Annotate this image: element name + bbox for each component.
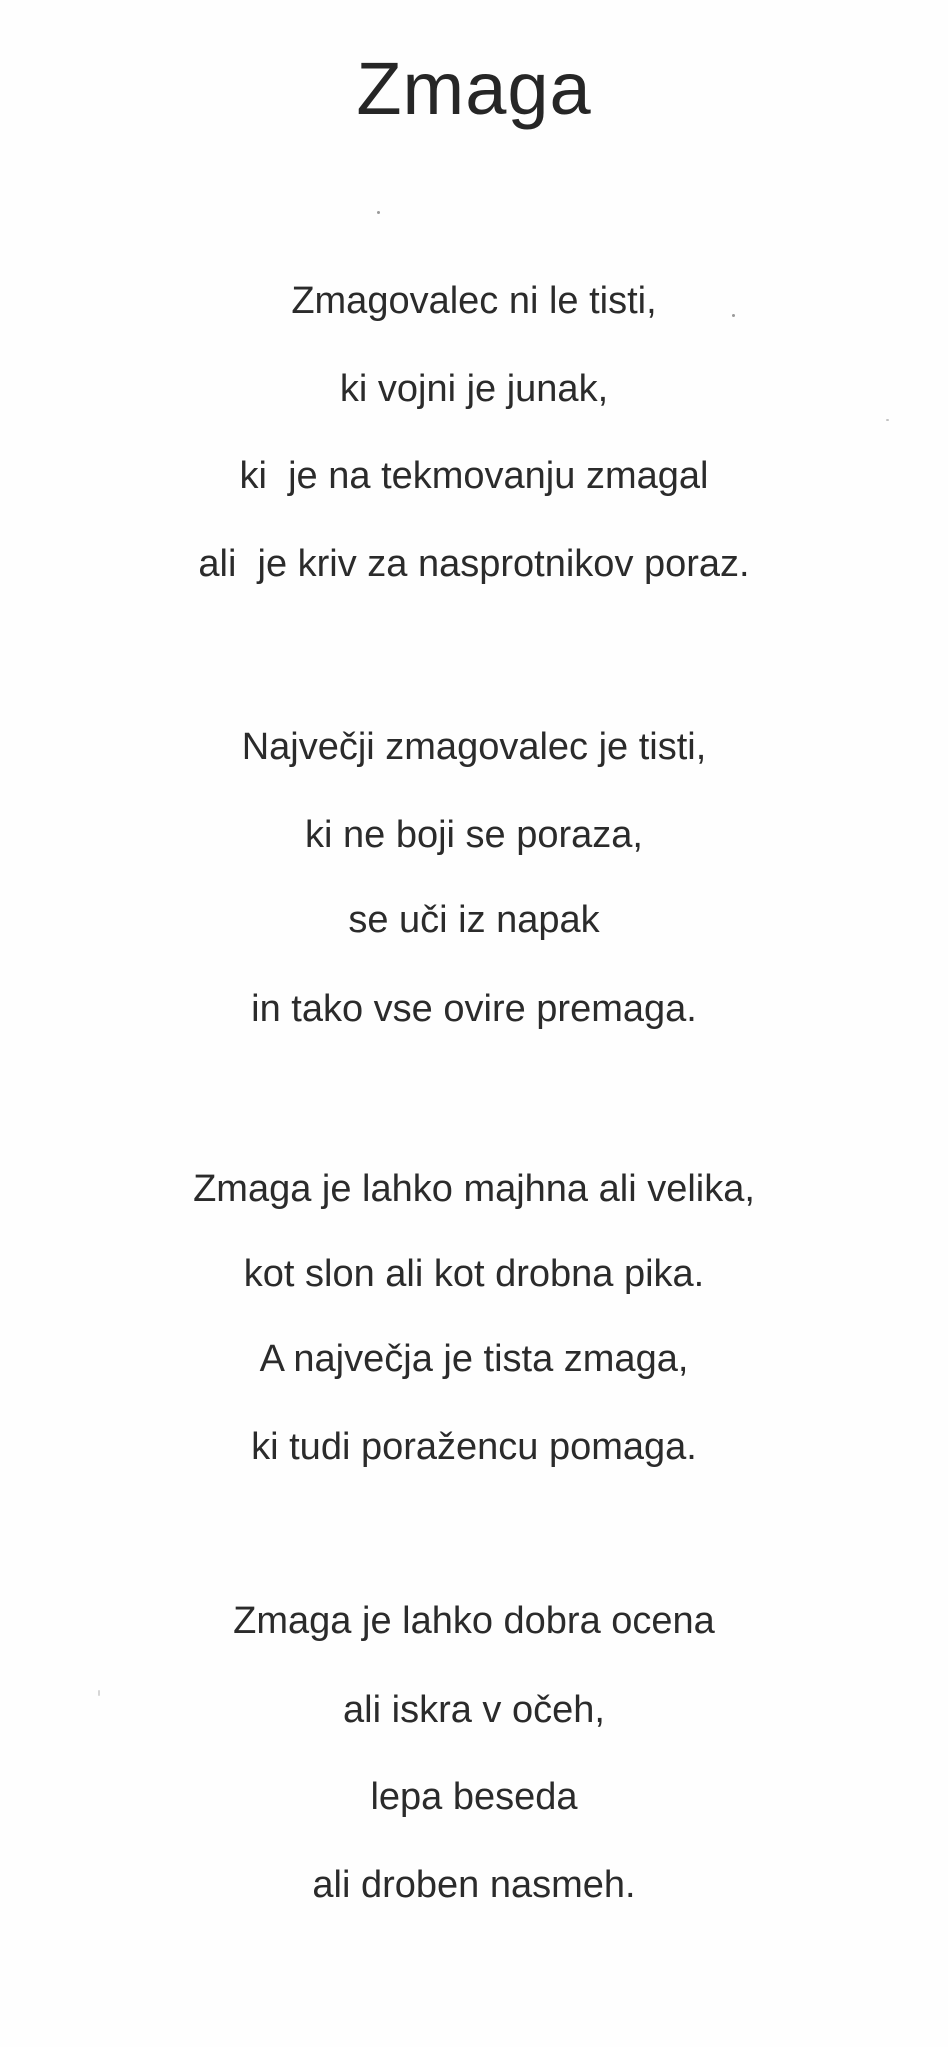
stanza-4-line-1: Zmaga je lahko dobra ocena [233, 1600, 715, 1642]
stanza-4-line-3: lepa beseda [370, 1776, 578, 1818]
poem-title: Zmaga [356, 47, 592, 130]
stanza-3-line-3: A največja je tista zmaga, [259, 1338, 689, 1380]
stanza-1-line-4: ali je kriv za nasprotnikov poraz. [198, 543, 750, 585]
stanza-3-line-4: ki tudi poražencu pomaga. [251, 1426, 697, 1468]
stanza-4-line-2: ali iskra v očeh, [343, 1689, 605, 1731]
stanza-1-line-2: ki vojni je junak, [339, 368, 609, 410]
stanza-2-line-1: Največji zmagovalec je tisti, [241, 726, 707, 768]
stanza-3-line-1: Zmaga je lahko majhna ali velika, [193, 1168, 755, 1210]
stanza-1-line-1: Zmagovalec ni le tisti, [291, 280, 657, 322]
stanza-4-line-4: ali droben nasmeh. [312, 1864, 636, 1906]
stanza-1-line-3: ki je na tekmovanju zmagal [239, 455, 709, 497]
scan-speck [377, 211, 380, 214]
stanza-2-line-3: se uči iz napak [348, 899, 600, 941]
scan-speck [886, 419, 889, 421]
scan-speck [732, 314, 735, 317]
scan-speck [98, 1690, 100, 1696]
stanza-2-line-4: in tako vse ovire premaga. [251, 988, 697, 1030]
stanza-3-line-2: kot slon ali kot drobna pika. [243, 1253, 705, 1295]
stanza-2-line-2: ki ne boji se poraza, [305, 814, 643, 856]
